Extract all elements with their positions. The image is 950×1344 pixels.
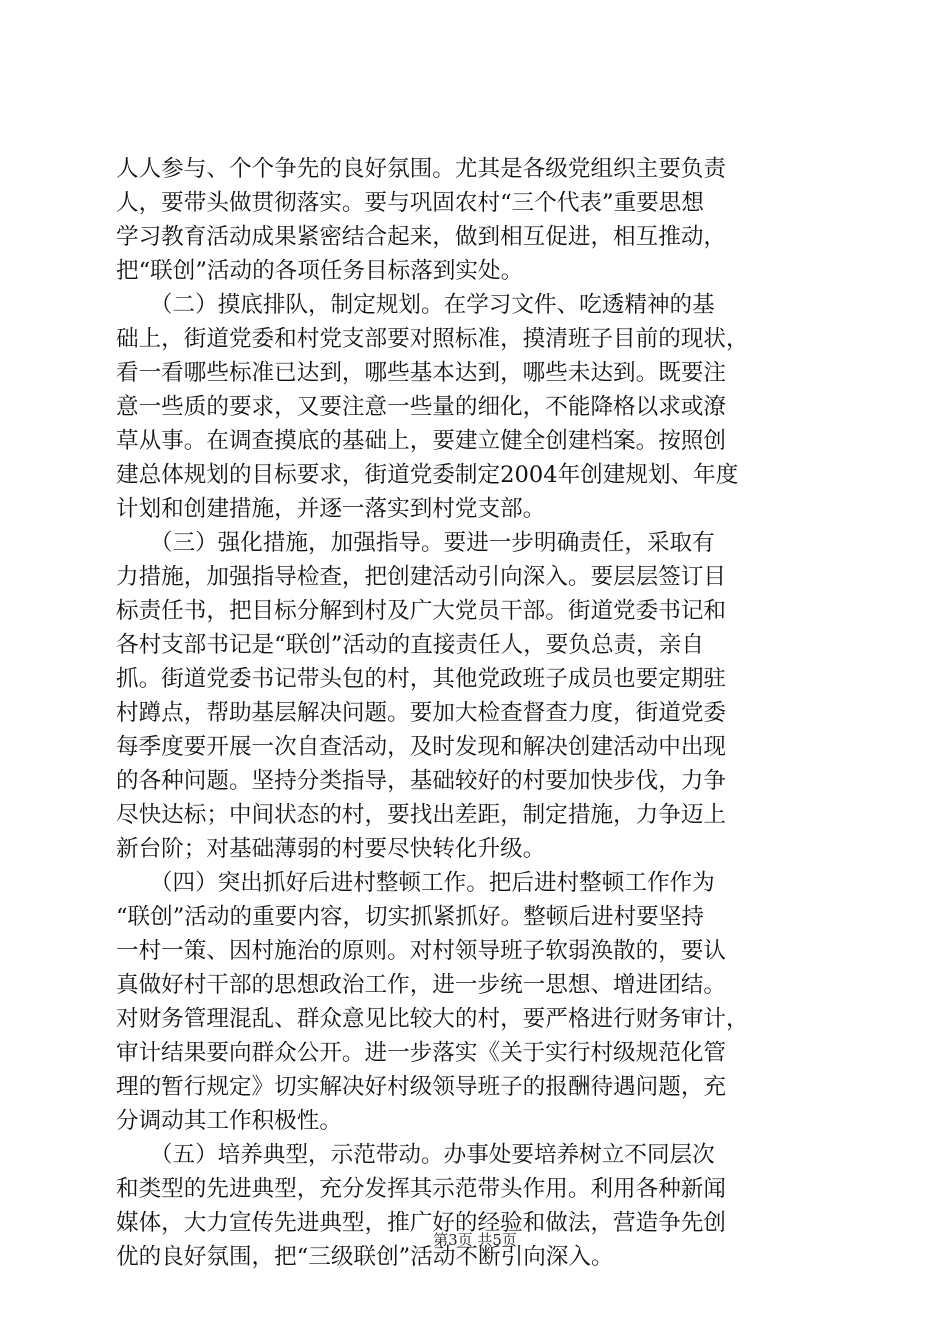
text-line: 人，要带头做贯彻落实。要与巩固农村“三个代表”重要思想 (116, 190, 704, 216)
text-line: 媒体，大力宣传先进典型，推广好的经验和做法，营造争先创 (116, 1210, 727, 1236)
text-line: 础上，街道党委和村党支部要对照标准，摸清班子目前的现状， (116, 326, 749, 352)
text-line: 一村一策、因村施治的原则。对村领导班子软弱涣散的，要认 (116, 938, 727, 964)
text-line: “联创”活动的重要内容，切实抓紧抓好。整顿后进村要坚持 (116, 904, 704, 930)
section-heading-line: （三）强化措施，加强指导。要进一步明确责任，采取有 (116, 530, 715, 556)
text-line: 抓。街道党委书记带头包的村，其他党政班子成员也要定期驻 (116, 666, 727, 692)
text-line: 学习教育活动成果紧密结合起来，做到相互促进，相互推动， (116, 224, 727, 250)
text-line: 尽快达标；中间状态的村，要找出差距，制定措施，力争迈上 (116, 802, 727, 828)
text-line: 各村支部书记是“联创”活动的直接责任人，要负总责，亲自 (116, 632, 704, 658)
text-line: 优的良好氛围，把“三级联创”活动不断引向深入。 (116, 1244, 614, 1270)
text-line: 力措施，加强指导检查，把创建活动引向深入。要层层签订目 (116, 564, 727, 590)
text-line: 看一看哪些标准已达到，哪些基本达到，哪些未达到。既要注 (116, 360, 727, 386)
text-line: 计划和创建措施，并逐一落实到村党支部。 (116, 496, 546, 522)
body-text (116, 152, 836, 1274)
text-line: 审计结果要向群众公开。进一步落实《关于实行村级规范化管 (116, 1040, 727, 1066)
text-line: 分调动其工作积极性。 (116, 1108, 342, 1134)
text-line: 的各种问题。坚持分类指导，基础较好的村要加快步伐，力争 (116, 768, 727, 794)
text-line: 草从事。在调查摸底的基础上，要建立健全创建档案。按照创 (116, 428, 727, 454)
text-line: 把“联创”活动的各项任务目标落到实处。 (116, 258, 524, 284)
text-line: 和类型的先进典型，充分发挥其示范带头作用。利用各种新闻 (116, 1176, 727, 1202)
section-heading-line: （四）突出抓好后进村整顿工作。把后进村整顿工作作为 (116, 870, 715, 896)
text-line: 理的暂行规定》切实解决好村级领导班子的报酬待遇问题，充 (116, 1074, 727, 1100)
page-number-footer: 第3页 共5页 (433, 1231, 517, 1249)
text-line: 真做好村干部的思想政治工作，进一步统一思想、增进团结。 (116, 972, 727, 998)
text-line: 新台阶；对基础薄弱的村要尽快转化升级。 (116, 836, 546, 862)
text-line: 意一些质的要求，又要注意一些量的细化，不能降格以求或潦 (116, 394, 727, 420)
text-line: 对财务管理混乱、群众意见比较大的村，要严格进行财务审计， (116, 1006, 749, 1032)
text-line: 建总体规划的目标要求，街道党委制定2004年创建规划、年度 (116, 462, 739, 488)
text-line: 每季度要开展一次自查活动，及时发现和解决创建活动中出现 (116, 734, 727, 760)
section-heading-line: （五）培养典型，示范带动。办事处要培养树立不同层次 (116, 1142, 715, 1168)
section-heading-line: （二）摸底排队，制定规划。在学习文件、吃透精神的基 (116, 292, 715, 318)
text-line: 标责任书，把目标分解到村及广大党员干部。街道党委书记和 (116, 598, 727, 624)
text-line: 村蹲点，帮助基层解决问题。要加大检查督查力度，街道党委 (116, 700, 727, 726)
text-line: 人人参与、个个争先的良好氛围。尤其是各级党组织主要负责 (116, 156, 727, 182)
